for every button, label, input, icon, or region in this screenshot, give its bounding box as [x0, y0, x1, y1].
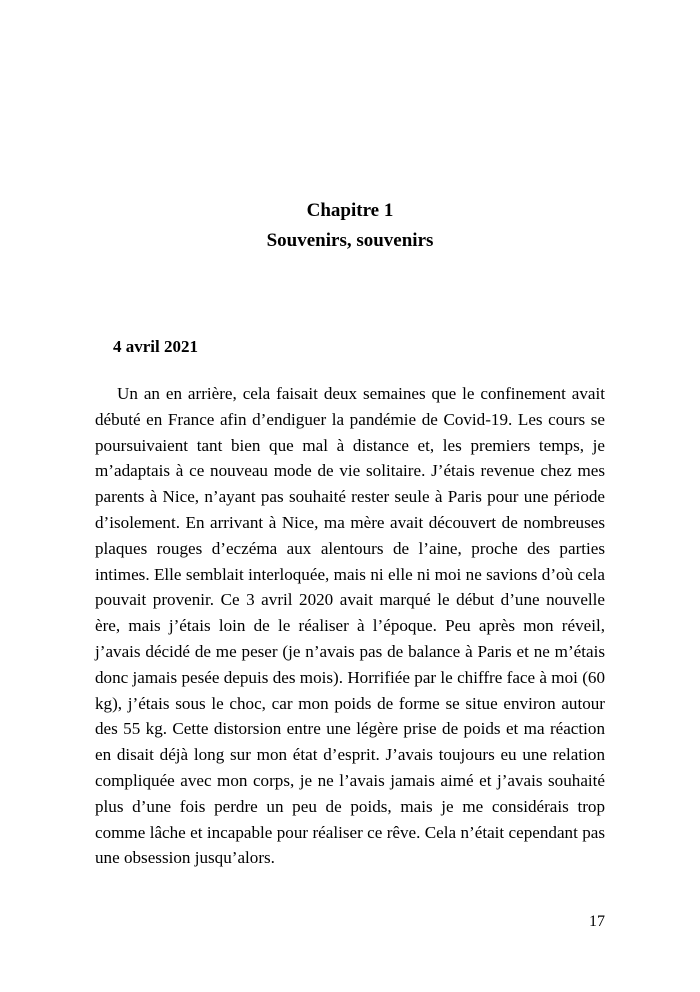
entry-date: 4 avril 2021 [113, 337, 198, 356]
page-content [95, 0, 605, 871]
chapter-number-line: Chapitre 1 [306, 200, 394, 221]
page-number: 17 [589, 913, 605, 930]
chapter-title-line: Souvenirs, souvenirs [266, 230, 434, 251]
chapter-heading [95, 0, 605, 256]
entry-body-paragraph: Un an en arrière, cela faisait deux semaines que le confinement avait débuté en France afin d’endiguer la pandémie de Covid-19. Les cours se poursuivaient tant bien que mal à distance et, les premiers temps, je m’adaptais à ce nouveau mode de vie solitaire. J’étais revenue chez mes parents à Nice, n’ayant pas souhaité rester seule à Paris pour une période d’isolement. En arrivant à Nice, ma mère avait découvert de nombreuses plaques rouges d’eczéma aux alentours de l’aine, proche des parties intimes. Elle semblait interloquée, mais ni elle ni moi ne savions d’où cela pouvait provenir. Ce 3 avril 2020 avait marqué le début d’une nouvelle ère, mais j’étais loin de le réaliser à l’époque. Peu après mon réveil, j’avais décidé de me peser (je n’avais pas de balance à Paris et ne m’étais donc jamais pesée depuis des mois). Horrifiée par le chiffre face à moi (60 kg), j’étais sous le choc, car mon poids de forme se situe environ autour des 55 kg. Cette distorsion entre une légère prise de poids et ma réaction en disait déjà long sur mon état d’esprit. J’avais toujours eu une relation compliquée avec mon corps, je ne l’avais jamais aimé et j’avais souhaité plus d’une fois perdre un peu de poids, mais je me considérais trop comme lâche et incapable pour réaliser ce rêve. Cela n’était cependant pas une obsession jusqu’alors. [95, 384, 605, 868]
